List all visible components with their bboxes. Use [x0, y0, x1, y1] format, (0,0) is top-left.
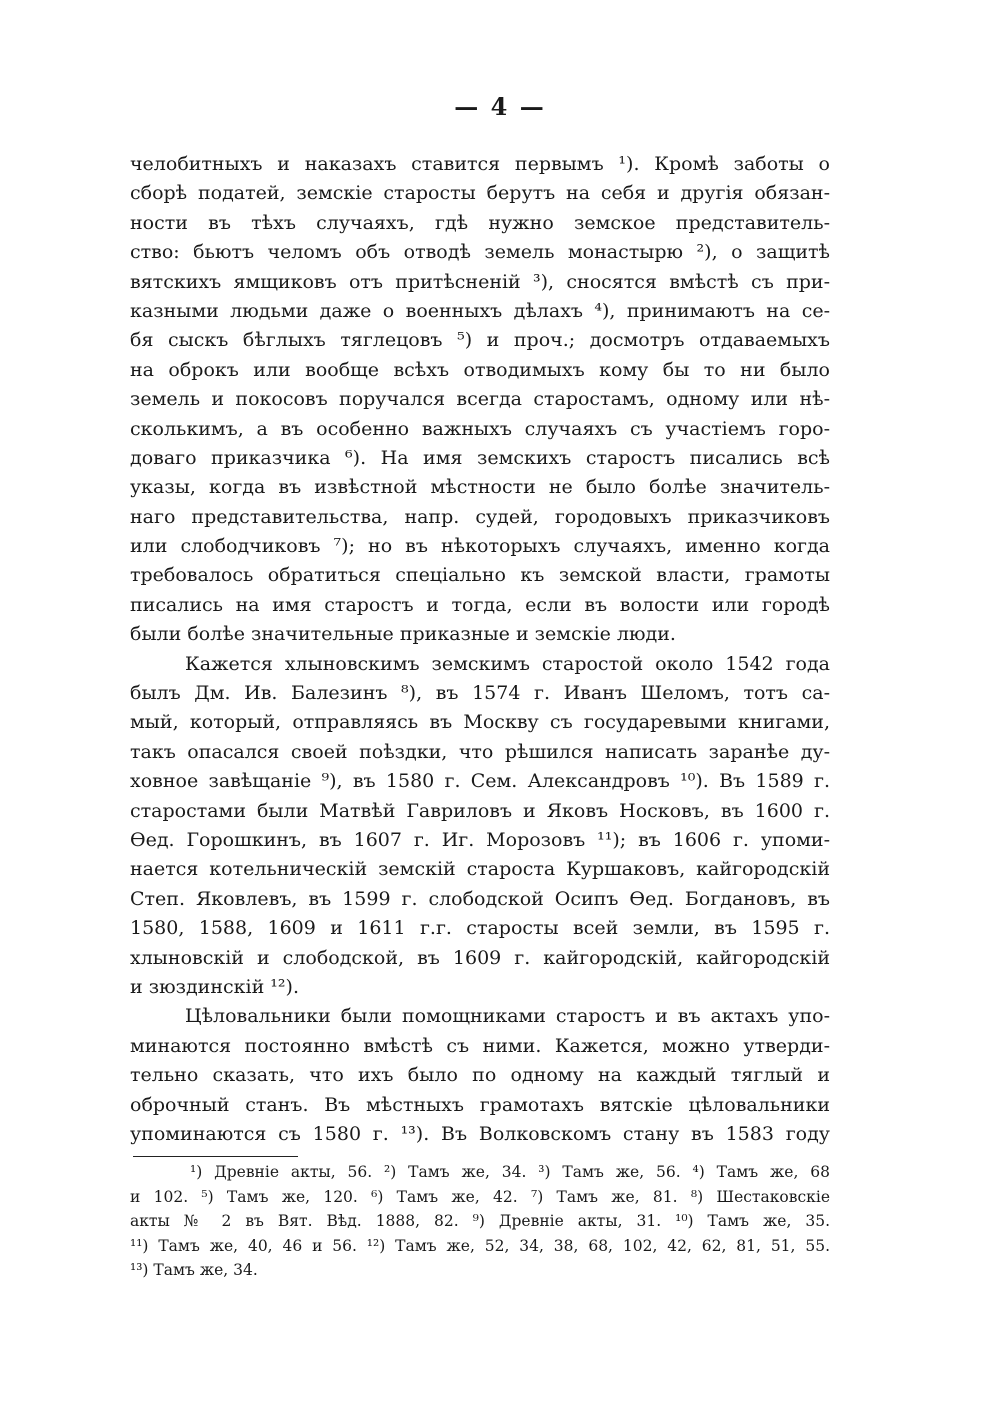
text-line: и зюздинскій ¹²). — [130, 975, 299, 998]
text-line: требовалось обратиться спеціально къ земской власти, грамоты — [130, 564, 830, 587]
text-line: Цѣловальники были помощниками старостъ и въ актахъ упо- — [185, 1005, 830, 1028]
paragraph-2 — [130, 650, 830, 1003]
text-line: Ѳед. Горошкинъ, въ 1607 г. Иг. Морозовъ ¹¹); въ 1606 г. упоми- — [130, 828, 830, 851]
text-line: на оброкъ или вообще всѣхъ отводимыхъ кому бы то ни было — [130, 358, 830, 381]
body-text — [130, 150, 830, 1149]
text-line: писались на имя старостъ и тогда, если въ волости или городѣ — [130, 593, 830, 616]
text-line: челобитныхъ и наказахъ ставится первымъ ¹). Кромѣ заботы о — [130, 153, 830, 175]
text-line: хлыновскій и слободской, въ 1609 г. кайгородскій, кайгородскій — [130, 946, 830, 969]
text-line: ховное завѣщаніе ⁹), въ 1580 г. Сем. Александровъ ¹⁰). Въ 1589 г. — [130, 770, 830, 793]
text-line: казными людьми даже о военныхъ дѣлахъ ⁴), принимаютъ на се- — [130, 299, 830, 322]
text-line: земель и покосовъ поручался всегда старостамъ, одному или нѣ- — [130, 388, 830, 411]
text-line: оброчный станъ. Въ мѣстныхъ грамотахъ вятскіе цѣловальники — [130, 1093, 830, 1116]
footnote-line: и 102. ⁵) Тамъ же, 120. ⁶) Тамъ же, 42. ⁷) Тамъ же, 81. ⁸) Шестаковскіе — [130, 1187, 830, 1206]
text-line: доваго приказчика ⁶). На имя земскихъ старостъ писались всѣ — [130, 446, 830, 469]
text-line: сборѣ податей, земскіе старосты берутъ на себя и другія обязан- — [130, 182, 830, 205]
text-line: тельно сказать, что ихъ было по одному на каждый тяглый и — [130, 1064, 830, 1087]
text-line: сколькимъ, а въ особенно важныхъ случаяхъ съ участіемъ горо- — [130, 417, 830, 440]
text-line: ство: бьютъ челомъ объ отводѣ земель монастырю ²), о защитѣ — [130, 241, 830, 264]
paragraph-3 — [130, 1002, 830, 1149]
text-line: были болѣе значительные приказные и земскіе люди. — [130, 623, 676, 646]
text-line: или слободчиковъ ⁷); но въ нѣкоторыхъ случаяхъ, именно когда — [130, 535, 830, 558]
footnote-line: акты № 2 въ Вят. Вѣд. 1888, 82. ⁹) Древніе акты, 31. ¹⁰) Тамъ же, 35. — [130, 1212, 830, 1231]
text-line: бя сыскъ бѣглыхъ тяглецовъ ⁵) и проч.; досмотръ отдаваемыхъ — [130, 329, 830, 352]
text-line: наго представительства, напр. судей, городовыхъ приказчиковъ — [130, 505, 830, 528]
text-line: указы, когда въ извѣстной мѣстности не было болѣе значитель- — [130, 476, 830, 499]
footnote-line: ¹³) Тамъ же, 34. — [130, 1261, 258, 1280]
text-line: Степ. Яковлевъ, въ 1599 г. слободской Осипъ Ѳед. Богдановъ, въ — [130, 887, 830, 910]
page-number: — 4 — — [454, 92, 546, 121]
text-line: 1580, 1588, 1609 и 1611 г.г. старосты всей земли, въ 1595 г. — [130, 917, 830, 940]
text-line: такъ опасался своей поѣздки, что рѣшился написать заранѣе ду- — [130, 740, 830, 763]
text-line: былъ Дм. Ив. Балезинъ ⁸), въ 1574 г. Иванъ Шеломъ, тотъ са- — [130, 682, 830, 705]
paragraph-1 — [130, 150, 830, 650]
text-line: старостами были Матвѣй Гавриловъ и Яковъ Носковъ, въ 1600 г. — [130, 799, 830, 822]
text-line: упоминаются съ 1580 г. ¹³). Въ Волковскомъ стану въ 1583 году — [130, 1122, 830, 1145]
text-line: Кажется хлыновскимъ земскимъ старостой около 1542 года — [185, 652, 830, 675]
footnote-line: ¹¹) Тамъ же, 40, 46 и 56. ¹²) Тамъ же, 52, 34, 38, 68, 102, 42, 62, 81, 51, 55. — [130, 1236, 830, 1255]
text-line: вятскихъ ямщиковъ отъ притѣсненій ³), сносятся вмѣстѣ съ при- — [130, 270, 830, 293]
footnote-line: ¹) Древніе акты, 56. ²) Тамъ же, 34. ³) Тамъ же, 56. ⁴) Тамъ же, 68 — [190, 1163, 830, 1181]
footnotes — [130, 1160, 830, 1283]
text-line: мый, который, отправляясь въ Москву съ государевыми книгами, — [130, 711, 830, 734]
footnote-divider — [133, 1156, 298, 1157]
text-line: нается котельническій земскій староста Куршаковъ, кайгородскій — [130, 858, 830, 881]
text-line: ности въ тѣхъ случаяхъ, гдѣ нужно земское представитель- — [130, 211, 830, 234]
text-line: минаются постоянно вмѣстѣ съ ними. Кажется, можно утверди- — [130, 1034, 830, 1057]
